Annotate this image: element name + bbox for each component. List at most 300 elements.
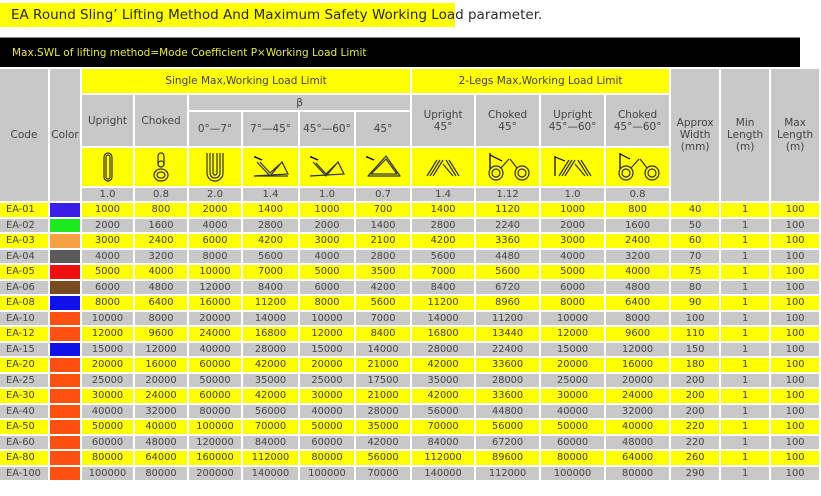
coefficient-cell: 2.0 <box>189 188 241 201</box>
value-cell: 15000 <box>541 343 604 357</box>
value-cell: 11200 <box>476 312 539 326</box>
value-cell: 1 <box>721 389 769 403</box>
table-row <box>0 250 819 264</box>
value-cell: 2400 <box>135 234 187 248</box>
value-cell: 67200 <box>476 436 539 450</box>
color-swatch <box>50 296 80 310</box>
value-cell: 15000 <box>82 343 133 357</box>
value-cell: 60000 <box>189 358 241 372</box>
value-cell: 1000 <box>82 203 133 217</box>
value-cell: 8400 <box>356 327 410 341</box>
value-cell: 1 <box>721 219 769 233</box>
value-cell: 12000 <box>300 327 354 341</box>
header-max-length-line1: Max <box>784 117 806 129</box>
code-cell: EA-50 <box>0 420 48 434</box>
h2l0b: 45° <box>433 120 453 133</box>
code-cell: EA-100 <box>0 467 48 481</box>
value-cell: 80 <box>671 281 719 295</box>
value-cell: 50000 <box>189 374 241 388</box>
value-cell: 14000 <box>356 343 410 357</box>
value-cell: 60000 <box>300 436 354 450</box>
color-swatch <box>50 358 80 372</box>
table-row <box>0 389 819 403</box>
table-row <box>0 420 819 434</box>
coefficient-cell: 1.4 <box>412 188 474 201</box>
table-row <box>0 343 819 357</box>
icon-cell <box>300 148 354 186</box>
code-cell: EA-12 <box>0 327 48 341</box>
value-cell: 42000 <box>412 358 474 372</box>
value-cell: 1 <box>721 467 769 481</box>
value-cell: 100000 <box>82 467 133 481</box>
h2l3b: 45°—60° <box>613 120 662 133</box>
two-leg-upright-45-icon <box>412 152 474 182</box>
value-cell: 100 <box>771 281 819 295</box>
value-cell: 4200 <box>356 281 410 295</box>
value-cell: 56000 <box>356 451 410 465</box>
value-cell: 48000 <box>135 436 187 450</box>
coefficient-cell: 1.0 <box>300 188 354 201</box>
value-cell: 16800 <box>412 327 474 341</box>
value-cell: 56000 <box>476 420 539 434</box>
value-cell: 1 <box>721 358 769 372</box>
value-cell: 25000 <box>300 374 354 388</box>
value-cell: 4200 <box>243 234 298 248</box>
value-cell: 100 <box>771 467 819 481</box>
table-row <box>0 265 819 279</box>
code-cell: EA-10 <box>0 312 48 326</box>
icon-cell <box>243 148 298 186</box>
value-cell: 140000 <box>243 467 298 481</box>
value-cell: 75 <box>671 265 719 279</box>
header-max-length-line3: (m) <box>785 141 805 153</box>
header-max-length <box>771 69 819 201</box>
color-swatch <box>50 374 80 388</box>
choked-sling-icon <box>135 151 187 183</box>
value-cell: 1400 <box>412 203 474 217</box>
h2l3a: Choked <box>617 108 658 121</box>
upright-sling-icon <box>82 151 133 183</box>
value-cell: 10000 <box>82 312 133 326</box>
value-cell: 1 <box>721 436 769 450</box>
value-cell: 1 <box>721 327 769 341</box>
value-cell: 30000 <box>300 389 354 403</box>
value-cell: 42000 <box>356 436 410 450</box>
value-cell: 50000 <box>82 420 133 434</box>
value-cell: 800 <box>606 203 669 217</box>
value-cell: 25000 <box>541 374 604 388</box>
value-cell: 3200 <box>606 250 669 264</box>
value-cell: 180 <box>671 358 719 372</box>
color-swatch <box>50 420 80 434</box>
value-cell: 20000 <box>300 358 354 372</box>
value-cell: 40 <box>671 203 719 217</box>
value-cell: 100 <box>771 250 819 264</box>
value-cell: 2000 <box>300 219 354 233</box>
value-cell: 16000 <box>135 358 187 372</box>
basket-0-7-icon <box>189 151 241 183</box>
code-cell: EA-04 <box>0 250 48 264</box>
value-cell: 80000 <box>82 451 133 465</box>
value-cell: 700 <box>356 203 410 217</box>
value-cell: 40000 <box>135 420 187 434</box>
value-cell: 8960 <box>476 296 539 310</box>
value-cell: 3000 <box>300 234 354 248</box>
value-cell: 100 <box>771 312 819 326</box>
value-cell: 24000 <box>135 389 187 403</box>
value-cell: 112000 <box>243 451 298 465</box>
two-leg-upright-45-60-icon <box>541 152 604 182</box>
value-cell: 60000 <box>82 436 133 450</box>
value-cell: 7000 <box>356 312 410 326</box>
value-cell: 42000 <box>243 389 298 403</box>
value-cell: 20000 <box>541 358 604 372</box>
code-cell: EA-20 <box>0 358 48 372</box>
table-row <box>0 312 819 326</box>
value-cell: 70000 <box>243 420 298 434</box>
table-row <box>0 358 819 372</box>
value-cell: 1 <box>721 420 769 434</box>
value-cell: 5000 <box>300 265 354 279</box>
value-cell: 12000 <box>135 343 187 357</box>
value-cell: 8000 <box>189 250 241 264</box>
value-cell: 4000 <box>606 265 669 279</box>
coefficient-cell: 0.8 <box>135 188 187 201</box>
header-single-group: Single Max,Working Load Limit <box>82 69 410 93</box>
header-upright: Upright <box>82 95 133 146</box>
value-cell: 14000 <box>412 312 474 326</box>
value-cell: 60 <box>671 234 719 248</box>
value-cell: 112000 <box>476 467 539 481</box>
color-swatch <box>50 389 80 403</box>
coefficient-cell: 0.8 <box>606 188 669 201</box>
value-cell: 9600 <box>135 327 187 341</box>
header-color: Color <box>50 69 80 201</box>
value-cell: 100 <box>771 389 819 403</box>
header-min-length-line1: Min <box>735 117 755 129</box>
code-cell: EA-03 <box>0 234 48 248</box>
value-cell: 80000 <box>300 451 354 465</box>
value-cell: 7000 <box>243 265 298 279</box>
value-cell: 4800 <box>135 281 187 295</box>
value-cell: 50 <box>671 219 719 233</box>
value-cell: 6000 <box>541 281 604 295</box>
code-cell: EA-15 <box>0 343 48 357</box>
value-cell: 11200 <box>412 296 474 310</box>
value-cell: 3000 <box>541 234 604 248</box>
code-cell: EA-08 <box>0 296 48 310</box>
code-cell: EA-30 <box>0 389 48 403</box>
value-cell: 3200 <box>135 250 187 264</box>
value-cell: 10000 <box>189 265 241 279</box>
coefficient-cell: 1.4 <box>243 188 298 201</box>
value-cell: 70000 <box>412 420 474 434</box>
value-cell: 10000 <box>300 312 354 326</box>
value-cell: 100 <box>771 420 819 434</box>
table-row <box>0 405 819 419</box>
value-cell: 40000 <box>300 405 354 419</box>
value-cell: 7000 <box>412 265 474 279</box>
icon-cell <box>135 148 187 186</box>
value-cell: 12000 <box>82 327 133 341</box>
value-cell: 100 <box>771 234 819 248</box>
value-cell: 21000 <box>356 358 410 372</box>
value-cell: 4200 <box>412 234 474 248</box>
header-min-length-line2: Length <box>727 129 764 141</box>
value-cell: 9600 <box>606 327 669 341</box>
code-cell: EA-02 <box>0 219 48 233</box>
value-cell: 140000 <box>412 467 474 481</box>
value-cell: 28000 <box>243 343 298 357</box>
value-cell: 100 <box>771 358 819 372</box>
value-cell: 6000 <box>300 281 354 295</box>
value-cell: 48000 <box>606 436 669 450</box>
value-cell: 10000 <box>541 312 604 326</box>
table-row <box>0 327 819 341</box>
header-angle-7-45: 7°—45° <box>243 112 298 146</box>
value-cell: 30000 <box>541 389 604 403</box>
value-cell: 100 <box>771 296 819 310</box>
value-cell: 40000 <box>189 343 241 357</box>
value-cell: 100 <box>771 265 819 279</box>
page-title: EA Round Sling’ Lifting Method And Maximum Safety Working Load parameter. <box>0 3 455 27</box>
icon-cell <box>356 148 410 186</box>
value-cell: 100000 <box>189 420 241 434</box>
value-cell: 1 <box>721 296 769 310</box>
basket-7-45-icon <box>243 152 298 182</box>
value-cell: 64000 <box>606 451 669 465</box>
value-cell: 15000 <box>300 343 354 357</box>
basket-45-60-icon <box>300 152 354 182</box>
value-cell: 1000 <box>300 203 354 217</box>
value-cell: 1400 <box>356 219 410 233</box>
value-cell: 1 <box>721 234 769 248</box>
value-cell: 4800 <box>606 281 669 295</box>
header-2leg-choked-45 <box>476 95 539 146</box>
value-cell: 100 <box>771 343 819 357</box>
icon-cell <box>606 148 669 186</box>
value-cell: 100000 <box>300 467 354 481</box>
color-swatch <box>50 234 80 248</box>
value-cell: 8000 <box>541 296 604 310</box>
value-cell: 80000 <box>189 405 241 419</box>
value-cell: 33600 <box>476 358 539 372</box>
value-cell: 290 <box>671 467 719 481</box>
value-cell: 100 <box>771 327 819 341</box>
color-swatch <box>50 203 80 217</box>
table-row <box>0 203 819 217</box>
value-cell: 2800 <box>243 219 298 233</box>
value-cell: 200 <box>671 374 719 388</box>
value-cell: 100 <box>771 374 819 388</box>
value-cell: 4000 <box>300 250 354 264</box>
header-2leg-choked-45-60 <box>606 95 669 146</box>
h2l0a: Upright <box>423 108 463 121</box>
table-row <box>0 467 819 481</box>
value-cell: 60000 <box>189 389 241 403</box>
value-cell: 1 <box>721 312 769 326</box>
value-cell: 1 <box>721 343 769 357</box>
value-cell: 28000 <box>476 374 539 388</box>
value-cell: 1 <box>721 265 769 279</box>
value-cell: 6400 <box>606 296 669 310</box>
value-cell: 90 <box>671 296 719 310</box>
coefficient-cell: 0.7 <box>356 188 410 201</box>
value-cell: 60000 <box>541 436 604 450</box>
coefficient-cell: 1.0 <box>541 188 604 201</box>
value-cell: 70000 <box>356 467 410 481</box>
value-cell: 200 <box>671 389 719 403</box>
value-cell: 64000 <box>135 451 187 465</box>
value-cell: 16800 <box>243 327 298 341</box>
value-cell: 40000 <box>541 405 604 419</box>
value-cell: 1 <box>721 281 769 295</box>
value-cell: 12000 <box>606 343 669 357</box>
value-cell: 110 <box>671 327 719 341</box>
header-code: Code <box>0 69 48 201</box>
value-cell: 56000 <box>243 405 298 419</box>
h2l2b: 45°—60° <box>548 120 597 133</box>
icon-cell <box>412 148 474 186</box>
header-max-length-line2: Length <box>777 129 814 141</box>
swl-table <box>0 67 821 482</box>
value-cell: 24000 <box>606 389 669 403</box>
value-cell: 35000 <box>243 374 298 388</box>
value-cell: 4480 <box>476 250 539 264</box>
table-row <box>0 219 819 233</box>
color-swatch <box>50 343 80 357</box>
value-cell: 100 <box>771 451 819 465</box>
icon-cell <box>82 148 133 186</box>
value-cell: 14000 <box>243 312 298 326</box>
value-cell: 12000 <box>541 327 604 341</box>
header-2leg-upright-45-60 <box>541 95 604 146</box>
value-cell: 1600 <box>606 219 669 233</box>
value-cell: 4000 <box>541 250 604 264</box>
value-cell: 5600 <box>243 250 298 264</box>
table-row <box>0 296 819 310</box>
header-approx-width <box>671 69 719 201</box>
value-cell: 100000 <box>541 467 604 481</box>
value-cell: 1400 <box>243 203 298 217</box>
color-swatch <box>50 451 80 465</box>
value-cell: 6000 <box>82 281 133 295</box>
value-cell: 8000 <box>82 296 133 310</box>
value-cell: 35000 <box>356 420 410 434</box>
value-cell: 2000 <box>189 203 241 217</box>
header-two-legs-group: 2-Legs Max,Working Load Limit <box>412 69 669 93</box>
value-cell: 2240 <box>476 219 539 233</box>
value-cell: 80000 <box>541 451 604 465</box>
value-cell: 22400 <box>476 343 539 357</box>
value-cell: 5600 <box>476 265 539 279</box>
value-cell: 160000 <box>189 451 241 465</box>
value-cell: 5000 <box>82 265 133 279</box>
icon-cell <box>189 148 241 186</box>
value-cell: 42000 <box>243 358 298 372</box>
value-cell: 1 <box>721 374 769 388</box>
color-swatch <box>50 312 80 326</box>
value-cell: 8400 <box>412 281 474 295</box>
value-cell: 6720 <box>476 281 539 295</box>
value-cell: 1 <box>721 250 769 264</box>
value-cell: 112000 <box>412 451 474 465</box>
value-cell: 4000 <box>82 250 133 264</box>
value-cell: 2100 <box>356 234 410 248</box>
table-row <box>0 451 819 465</box>
value-cell: 120000 <box>189 436 241 450</box>
value-cell: 42000 <box>412 389 474 403</box>
header-min-length <box>721 69 769 201</box>
value-cell: 100 <box>771 203 819 217</box>
value-cell: 5600 <box>356 296 410 310</box>
two-leg-choked-45-60-icon <box>606 151 669 183</box>
value-cell: 5600 <box>412 250 474 264</box>
value-cell: 20000 <box>189 312 241 326</box>
value-cell: 150 <box>671 343 719 357</box>
value-cell: 70 <box>671 250 719 264</box>
value-cell: 35000 <box>412 374 474 388</box>
value-cell: 20000 <box>135 374 187 388</box>
value-cell: 32000 <box>135 405 187 419</box>
header-2leg-upright-45 <box>412 95 474 146</box>
value-cell: 16000 <box>606 358 669 372</box>
value-cell: 260 <box>671 451 719 465</box>
value-cell: 20000 <box>606 374 669 388</box>
value-cell: 16000 <box>189 296 241 310</box>
value-cell: 6400 <box>135 296 187 310</box>
formula-banner: Max.SWL of lifting method=Mode Coefficient P×Working Load Limit <box>0 37 800 67</box>
value-cell: 32000 <box>606 405 669 419</box>
value-cell: 50000 <box>541 420 604 434</box>
header-beta: β <box>189 95 410 110</box>
value-cell: 1 <box>721 451 769 465</box>
value-cell: 4000 <box>135 265 187 279</box>
value-cell: 11200 <box>243 296 298 310</box>
value-cell: 33600 <box>476 389 539 403</box>
code-cell: EA-05 <box>0 265 48 279</box>
value-cell: 80000 <box>606 467 669 481</box>
value-cell: 2800 <box>412 219 474 233</box>
code-cell: EA-80 <box>0 451 48 465</box>
header-choked: Choked <box>135 95 187 146</box>
value-cell: 89600 <box>476 451 539 465</box>
value-cell: 220 <box>671 420 719 434</box>
value-cell: 28000 <box>356 405 410 419</box>
value-cell: 8000 <box>606 312 669 326</box>
value-cell: 100 <box>771 219 819 233</box>
value-cell: 50000 <box>300 420 354 434</box>
value-cell: 2000 <box>541 219 604 233</box>
value-cell: 5000 <box>541 265 604 279</box>
value-cell: 24000 <box>189 327 241 341</box>
value-cell: 25000 <box>82 374 133 388</box>
value-cell: 84000 <box>243 436 298 450</box>
color-swatch <box>50 436 80 450</box>
color-swatch <box>50 327 80 341</box>
color-swatch <box>50 250 80 264</box>
value-cell: 800 <box>135 203 187 217</box>
code-cell: EA-06 <box>0 281 48 295</box>
value-cell: 1600 <box>135 219 187 233</box>
color-swatch <box>50 265 80 279</box>
value-cell: 8000 <box>300 296 354 310</box>
value-cell: 12000 <box>189 281 241 295</box>
icon-cell <box>476 148 539 186</box>
value-cell: 21000 <box>356 389 410 403</box>
value-cell: 8400 <box>243 281 298 295</box>
value-cell: 2000 <box>82 219 133 233</box>
